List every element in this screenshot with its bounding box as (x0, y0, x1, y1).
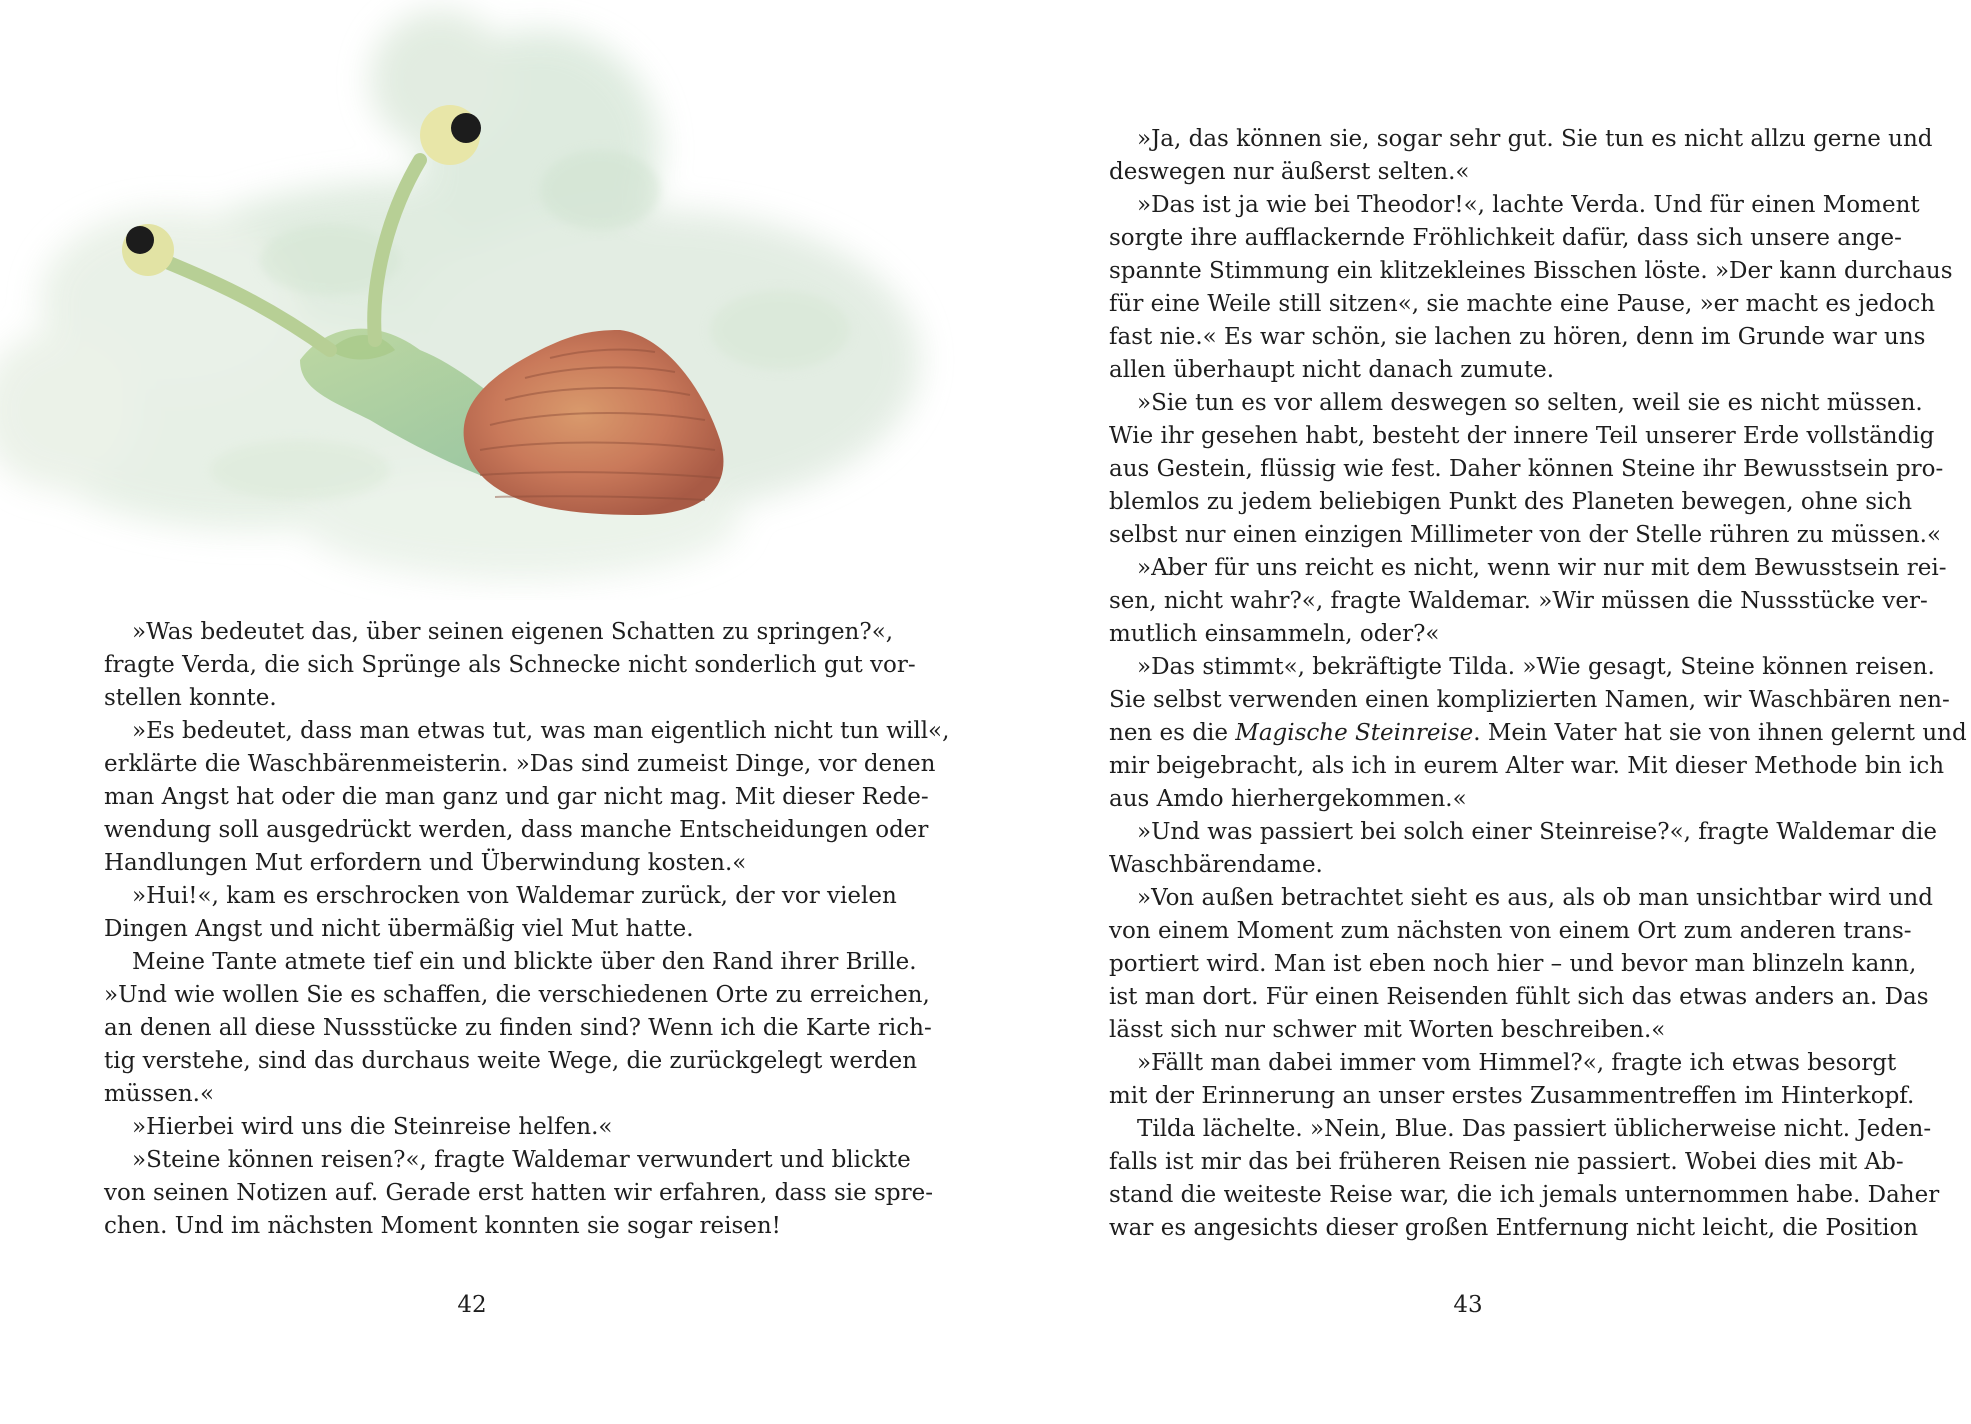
text-line: sorgte ihre aufflackernde Fröhlichkeit dafür, dass sich unsere ange- (1109, 225, 1902, 251)
text-line: »Hui!«, kam es erschrocken von Waldemar zurück, der vor vielen (132, 883, 897, 909)
page-number-left: 42 (457, 1292, 487, 1318)
text-run: . Mein Vater hat sie von ihnen gelernt und (1473, 720, 1967, 746)
text-line: »Von außen betrachtet sieht es aus, als ob man unsichtbar wird und (1137, 885, 1933, 911)
text-line: Meine Tante atmete tief ein und blickte über den Rand ihrer Brille. (132, 949, 917, 975)
text-line: »Das ist ja wie bei Theodor!«, lachte Verda. Und für einen Moment (1137, 192, 1920, 218)
text-line: allen überhaupt nicht danach zumute. (1109, 357, 1555, 383)
text-line: »Und wie wollen Sie es schaffen, die verschiedenen Orte zu erreichen, (104, 982, 930, 1008)
left-page-text (104, 616, 950, 1243)
text-line: »Fällt man dabei immer vom Himmel?«, fragte ich etwas besorgt (1137, 1050, 1897, 1076)
text-line: blemlos zu jedem beliebigen Punkt des Planeten bewegen, ohne sich (1109, 489, 1913, 515)
text-line: selbst nur einen einzigen Millimeter von der Stelle rühren zu müssen.« (1109, 522, 1942, 548)
text-line: von einem Moment zum nächsten von einem Ort zum anderen trans- (1109, 918, 1912, 944)
text-line: man Angst hat oder die man ganz und gar nicht mag. Mit dieser Rede- (104, 784, 929, 810)
text-line: »Steine können reisen?«, fragte Waldemar verwundert und blickte (132, 1147, 911, 1173)
text-line: »Was bedeutet das, über seinen eigenen Schatten zu springen?«, (132, 619, 894, 645)
text-line: mit der Erinnerung an unser erstes Zusammentreffen im Hinterkopf. (1109, 1083, 1915, 1109)
text-line: erklärte die Waschbärenmeisterin. »Das sind zumeist Dinge, vor denen (104, 751, 936, 777)
text-line: mir beigebracht, als ich in eurem Alter war. Mit dieser Methode bin ich (1109, 753, 1945, 779)
text-run: nen es die (1109, 720, 1236, 746)
text-line: portiert wird. Man ist eben noch hier – und bevor man blinzeln kann, (1109, 951, 1917, 977)
eye-left (122, 224, 174, 276)
text-line-italic-title (1109, 717, 1967, 750)
text-line: tig verstehe, sind das durchaus weite Wege, die zurückgelegt werden (104, 1048, 918, 1074)
text-line: wendung soll ausgedrückt werden, dass manche Entscheidungen oder (104, 817, 929, 843)
text-line: von seinen Notizen auf. Gerade erst hatten wir erfahren, dass sie spre- (104, 1180, 933, 1206)
text-line: Tilda lächelte. »Nein, Blue. Das passiert üblicherweise nicht. Jeden- (1137, 1116, 1932, 1142)
text-line: »Ja, das können sie, sogar sehr gut. Sie tun es nicht allzu gerne und (1137, 126, 1933, 152)
text-line: »Es bedeutet, dass man etwas tut, was man eigentlich nicht tun will«, (132, 718, 950, 744)
italic-title: Magische Steinreise (1235, 720, 1474, 746)
text-line: Sie selbst verwenden einen komplizierten Namen, wir Waschbären nen- (1109, 687, 1950, 713)
text-line: Handlungen Mut erfordern und Überwindung kosten.« (104, 850, 747, 876)
text-line: war es angesichts dieser großen Entfernung nicht leicht, die Position (1109, 1215, 1919, 1241)
right-page-text (1109, 123, 1967, 1245)
text-line: deswegen nur äußerst selten.« (1109, 159, 1470, 185)
text-line: »Sie tun es vor allem deswegen so selten, weil sie es nicht müssen. (1137, 390, 1923, 416)
text-line: sen, nicht wahr?«, fragte Waldemar. »Wir müssen die Nussstücke ver- (1109, 588, 1928, 614)
text-line: »Und was passiert bei solch einer Steinreise?«, fragte Waldemar die (1137, 819, 1937, 845)
text-line: spannte Stimmung ein klitzekleines Bisschen löste. »Der kann durchaus (1109, 258, 1953, 284)
text-line: stand die weiteste Reise war, die ich jemals unternommen habe. Daher (1109, 1182, 1940, 1208)
text-line: falls ist mir das bei früheren Reisen nie passiert. Wobei dies mit Ab- (1109, 1149, 1904, 1175)
text-line: mutlich einsammeln, oder?« (1109, 621, 1440, 647)
text-line: »Das stimmt«, bekräftigte Tilda. »Wie gesagt, Steine können reisen. (1137, 654, 1935, 680)
page-number-right: 43 (1453, 1292, 1483, 1318)
text-line: chen. Und im nächsten Moment konnten sie sogar reisen! (104, 1213, 781, 1239)
text-line: Wie ihr gesehen habt, besteht der innere Teil unserer Erde vollständig (1109, 423, 1935, 449)
text-line: Waschbärendame. (1109, 852, 1323, 878)
text-line: fast nie.« Es war schön, sie lachen zu hören, denn im Grunde war uns (1109, 324, 1926, 350)
text-line: für eine Weile still sitzen«, sie machte eine Pause, »er macht es jedoch (1109, 291, 1936, 317)
text-line: »Aber für uns reicht es nicht, wenn wir nur mit dem Bewusstsein rei- (1137, 555, 1947, 581)
text-line: stellen konnte. (104, 685, 277, 711)
snail-illustration (0, 0, 970, 600)
text-line: an denen all diese Nussstücke zu finden sind? Wenn ich die Karte rich- (104, 1015, 932, 1041)
text-line: müssen.« (104, 1081, 215, 1107)
text-line: aus Amdo hierhergekommen.« (1109, 786, 1467, 812)
text-line: Dingen Angst und nicht übermäßig viel Mut hatte. (104, 916, 694, 942)
text-line: lässt sich nur schwer mit Worten beschreiben.« (1109, 1017, 1666, 1043)
text-line: ist man dort. Für einen Reisenden fühlt sich das etwas anders an. Das (1109, 984, 1929, 1010)
left-page (0, 0, 985, 1424)
text-line: »Hierbei wird uns die Steinreise helfen.« (132, 1114, 613, 1140)
text-line: aus Gestein, flüssig wie fest. Daher können Steine ihr Bewusstsein pro- (1109, 456, 1944, 482)
text-line: fragte Verda, die sich Sprünge als Schnecke nicht sonderlich gut vor- (104, 652, 916, 678)
right-page (985, 0, 1971, 1424)
